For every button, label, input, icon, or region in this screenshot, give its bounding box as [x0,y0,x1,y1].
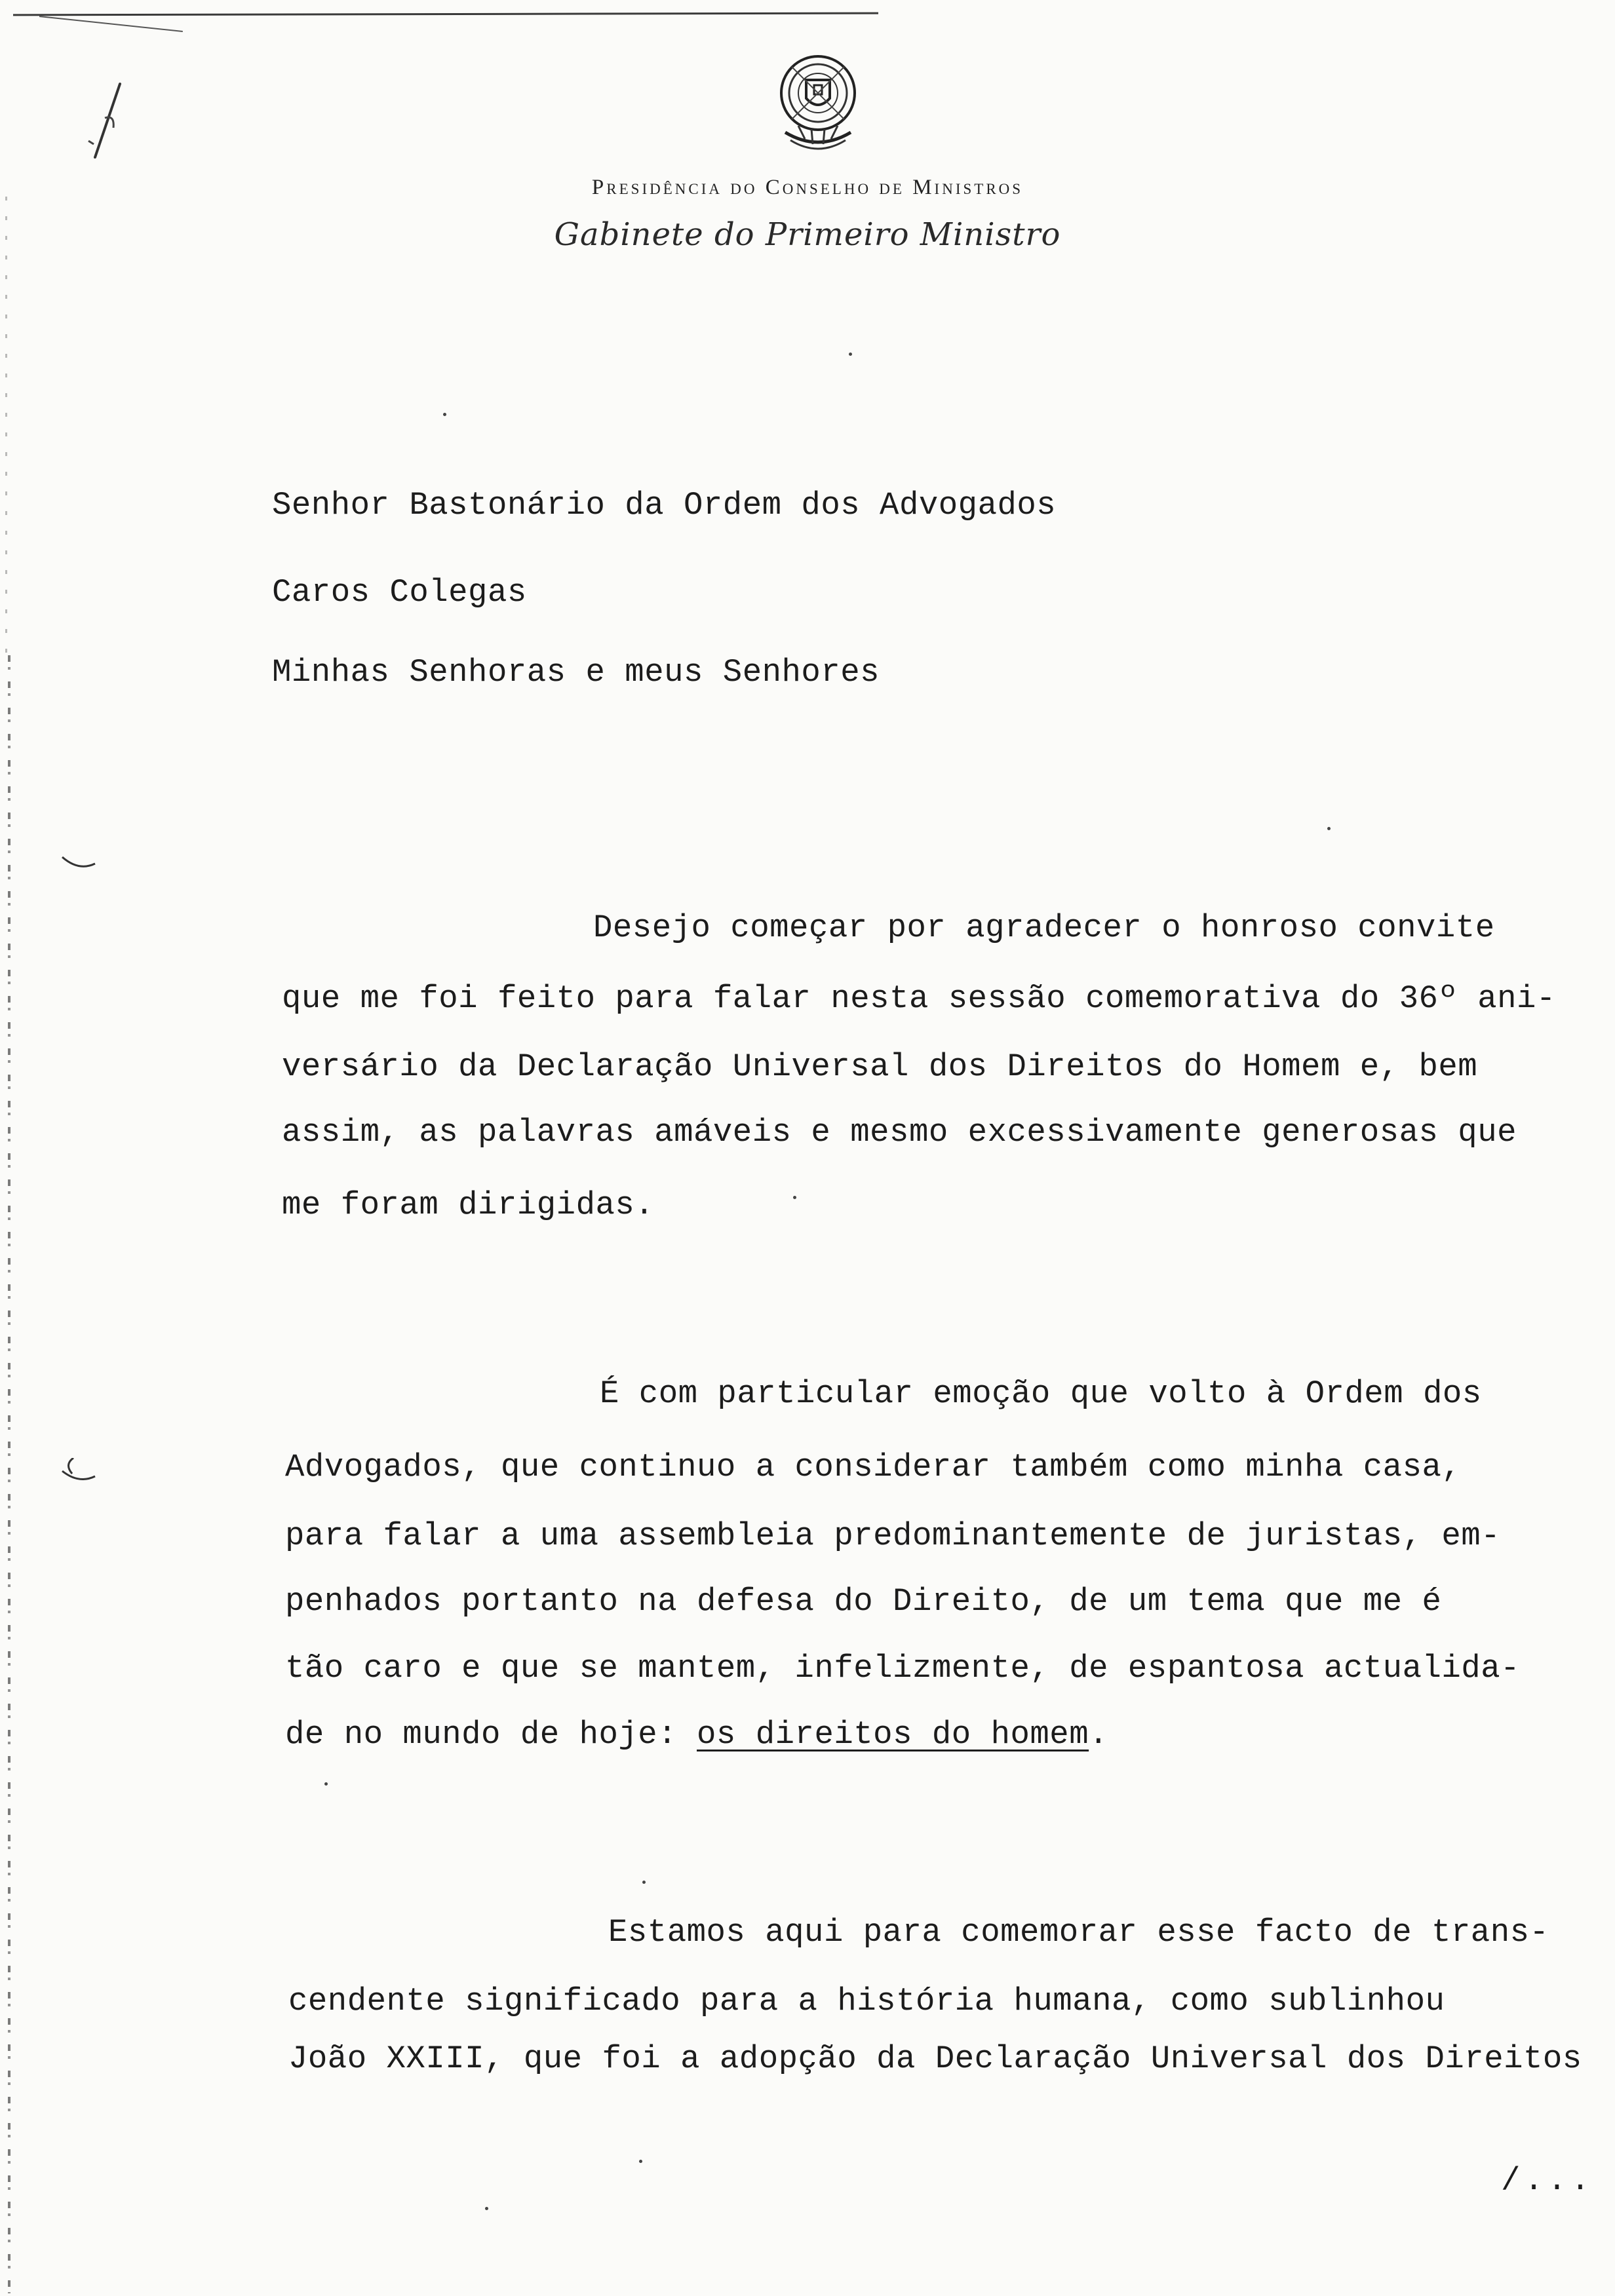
paragraph-line: tão caro e que se mantem, infelizmente, de espantosa actualida- [285,1650,1521,1687]
header-title: Presidência do Conselho de Ministros [591,176,1024,199]
speck [639,2160,642,2163]
header-subtitle: Gabinete do Primeiro Ministro [554,216,1061,253]
paragraph-line: Desejo começar por agradecer o honroso convite [593,909,1495,946]
hole-punch-mark-icon [59,852,98,878]
salutation-line: Minhas Senhoras e meus Senhores [272,654,880,691]
speck [485,2207,488,2210]
paragraph-line: João XXIII, que foi a adopção da Declaração Universal dos Direitos [288,2040,1582,2077]
coat-of-arms-icon [772,47,864,165]
paragraph-line-last [285,1716,1109,1753]
continuation-marker: /... [1501,2162,1594,2199]
paragraph-line: que me foi feito para falar nesta sessão comemorativa do 36º ani- [282,980,1556,1017]
pen-mark-icon [69,79,134,164]
salutation-line: Caros Colegas [272,574,527,611]
paragraph-line: Advogados, que continuo a considerar também como minha casa, [285,1449,1462,1485]
hole-punch-mark-icon [59,1458,98,1484]
text-segment: . [1089,1716,1109,1753]
underlined-phrase: os direitos do homem [697,1716,1089,1753]
text-segment: de no mundo de hoje: [285,1716,697,1753]
salutation-line: Senhor Bastonário da Ordem dos Advogados [272,487,1057,524]
paragraph-line: penhados portanto na defesa do Direito, de um tema que me é [285,1583,1442,1620]
scan-left-edge [8,655,10,2293]
scan-left-edge-upper [5,197,7,655]
paragraph-line: para falar a uma assembleia predominantemente de juristas, em- [285,1518,1501,1554]
paragraph-line: versário da Declaração Universal dos Direitos do Homem e, bem [282,1048,1478,1085]
speck [1327,827,1331,830]
speck [793,1196,796,1199]
scan-edge-mark [39,16,183,32]
scan-edge-line [13,12,878,16]
paragraph-line: cendente significado para a história humana, como sublinhou [288,1983,1445,2019]
paragraph-line: assim, as palavras amáveis e mesmo excessivamente generosas que [282,1114,1517,1151]
paragraph-line: me foram dirigidas. [282,1187,655,1223]
speck [642,1881,646,1884]
speck [324,1782,328,1786]
speck [849,353,852,356]
speck [443,413,446,416]
paragraph-line: Estamos aqui para comemorar esse facto de trans- [608,1914,1549,1951]
paragraph-line: É com particular emoção que volto à Ordem dos [600,1375,1482,1412]
